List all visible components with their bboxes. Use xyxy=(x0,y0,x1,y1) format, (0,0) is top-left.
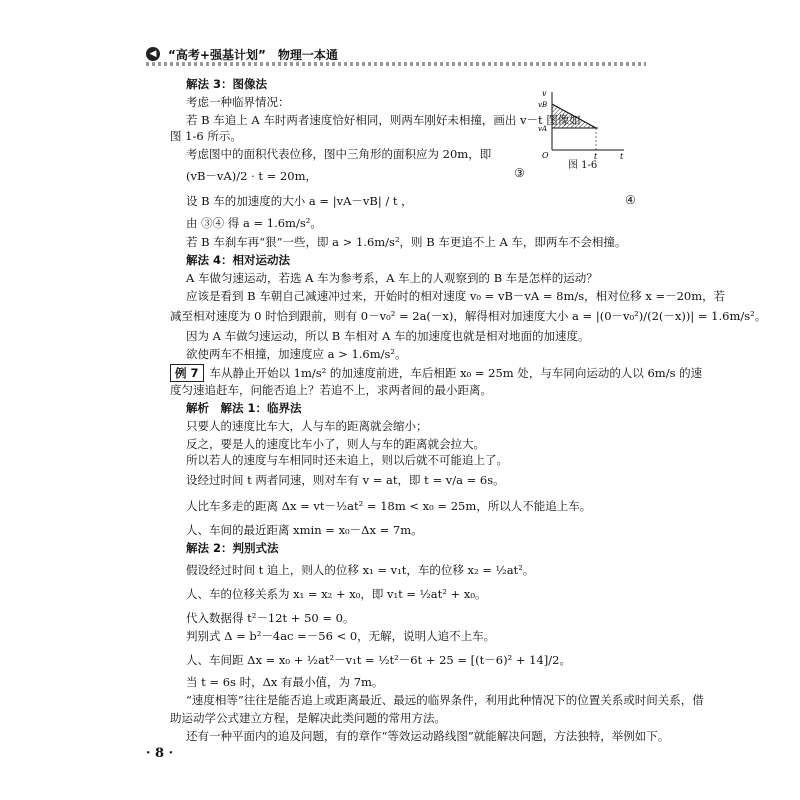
text-line: 设经过时间 t 两者同速，则对车有 v = at，即 t = v/a = 6s。 xyxy=(186,473,505,487)
vb-label: vB xyxy=(538,101,548,109)
text-line: 应该是看到 B 车朝自己减速冲过来，开始时的相对速度 v₀ = vB－vA = 8m/s，相对位移 x =－20m，若 xyxy=(186,289,726,303)
text-line: 人比车多走的距离 Δx = vt－½at² = 18m < x₀ = 25m，所以人不能追上车。 xyxy=(186,499,592,513)
running-header xyxy=(146,44,646,66)
header-rule xyxy=(146,62,646,66)
text-line: 若 B 车刹车再“狠”一些，即 a > 1.6m/s²，则 B 车更追不上 A 车，即两车不会相撞。 xyxy=(186,235,627,249)
text-line: 由 ③④ 得 a = 1.6m/s²。 xyxy=(186,216,322,230)
method2-heading: 解法 2：判别式法 xyxy=(186,541,279,555)
method3-heading: 解法 3：图像法 xyxy=(186,77,268,91)
equation-tag-3: ③ xyxy=(514,166,525,180)
text-line: 考虑图中的面积代表位移，图中三角形的面积应为 20m，即 xyxy=(186,147,492,161)
origin-label: O xyxy=(542,151,549,160)
text-line: 因为 A 车做匀速运动，所以 B 车相对 A 车的加速度也就是相对地面的加速度。 xyxy=(186,329,590,343)
t-tick-label: t xyxy=(594,152,598,161)
figure-caption: 图 1-6 xyxy=(568,160,598,171)
equation-tag-4: ④ xyxy=(625,193,636,207)
text-line: 还有一种平面内的追及问题，有的章作“等效运动路线图”就能解决问题，方法独特，举例如下。 xyxy=(186,729,670,743)
equation-3: (vB－vA)/2 · t = 20m， xyxy=(186,169,317,183)
vt-graph xyxy=(538,88,628,168)
text-line: 考虑一种临界情况： xyxy=(186,95,290,109)
text-line: 图 1-6 所示。 xyxy=(170,129,242,143)
text-line: 欲使两车不相撞，加速度应 a > 1.6m/s²。 xyxy=(186,347,407,361)
example-badge: 例 7 xyxy=(170,364,204,382)
equation-4: 设 B 车的加速度的大小 a = |vA－vB| / t ， xyxy=(186,194,413,208)
text-line: 度匀速追赶车，问能否追上？若追不上，求两者间的最小距离。 xyxy=(170,383,492,397)
text-line: 代入数据得 t²－12t + 50 = 0。 xyxy=(186,611,355,625)
text-line: 人、车的位移关系为 x₁ = x₂ + x₀，即 v₁t = ½at² + x₀。 xyxy=(186,587,487,601)
text-line: “速度相等”往往是能否追上或距离最近、最远的临界条件，利用此种情况下的位置关系或时间关系，借 xyxy=(186,693,704,707)
text-line: A 车做匀速运动，若选 A 车为参考系，A 车上的人观察到的 B 车是怎样的运动？ xyxy=(186,271,598,285)
text-line: 所以若人的速度与车相同时还未追上，则以后就不可能追上了。 xyxy=(186,453,508,467)
text-line: 只要人的速度比车大，人与车的距离就会缩小； xyxy=(186,419,428,433)
page-number: · 8 · xyxy=(146,746,174,761)
method4-heading: 解法 4：相对运动法 xyxy=(186,253,291,267)
header-title: “高考+强基计划” 物理一本通 xyxy=(168,48,338,62)
text-line: 人、车间的最近距离 xmin = x₀－Δx = 7m。 xyxy=(186,523,423,537)
text-line: 当 t = 6s 时，Δx 有最小值，为 7m。 xyxy=(186,675,384,689)
text-line: 假设经过时间 t 追上，则人的位移 x₁ = v₁t，车的位移 x₂ = ½at²。 xyxy=(186,563,535,577)
example-7-line xyxy=(170,364,702,382)
text-line: 助运动学公式建立方程，是解决此类问题的常用方法。 xyxy=(170,711,446,725)
back-arrow-icon: ◀ xyxy=(146,47,160,61)
example-text: 车从静止开始以 1m/s² 的加速度前进，车后相距 x₀ = 25m 处，与车同向运动的人以 6m/s 的速 xyxy=(209,366,703,380)
text-line: 人、车间距 Δx = x₀ + ½at²－v₁t = ½t²－6t + 25 = [(t－6)² + 14]/2。 xyxy=(186,653,571,667)
text-line: 判别式 Δ = b²－4ac =－56 < 0，无解，说明人追不上车。 xyxy=(186,629,496,643)
axis-v-label: v xyxy=(542,89,547,98)
text-line: 减至相对速度为 0 时恰到跟前，则有 0－v₀² = 2a(－x)，解得相对加速度大小 a = |(0－v₀²)/(2(－x))| = 1.6m/s²。 xyxy=(170,309,767,323)
va-label: vA xyxy=(538,125,548,133)
text-line: 若 B 车追上 A 车时两者速度恰好相同，则两车刚好未相撞，画出 v－t 图像如 xyxy=(186,113,581,127)
axis-t-label: t xyxy=(620,152,624,161)
analysis-heading: 解析 解法 1：临界法 xyxy=(186,401,302,415)
text-line: 反之，要是人的速度比车小了，则人与车的距离就会拉大。 xyxy=(186,437,485,451)
